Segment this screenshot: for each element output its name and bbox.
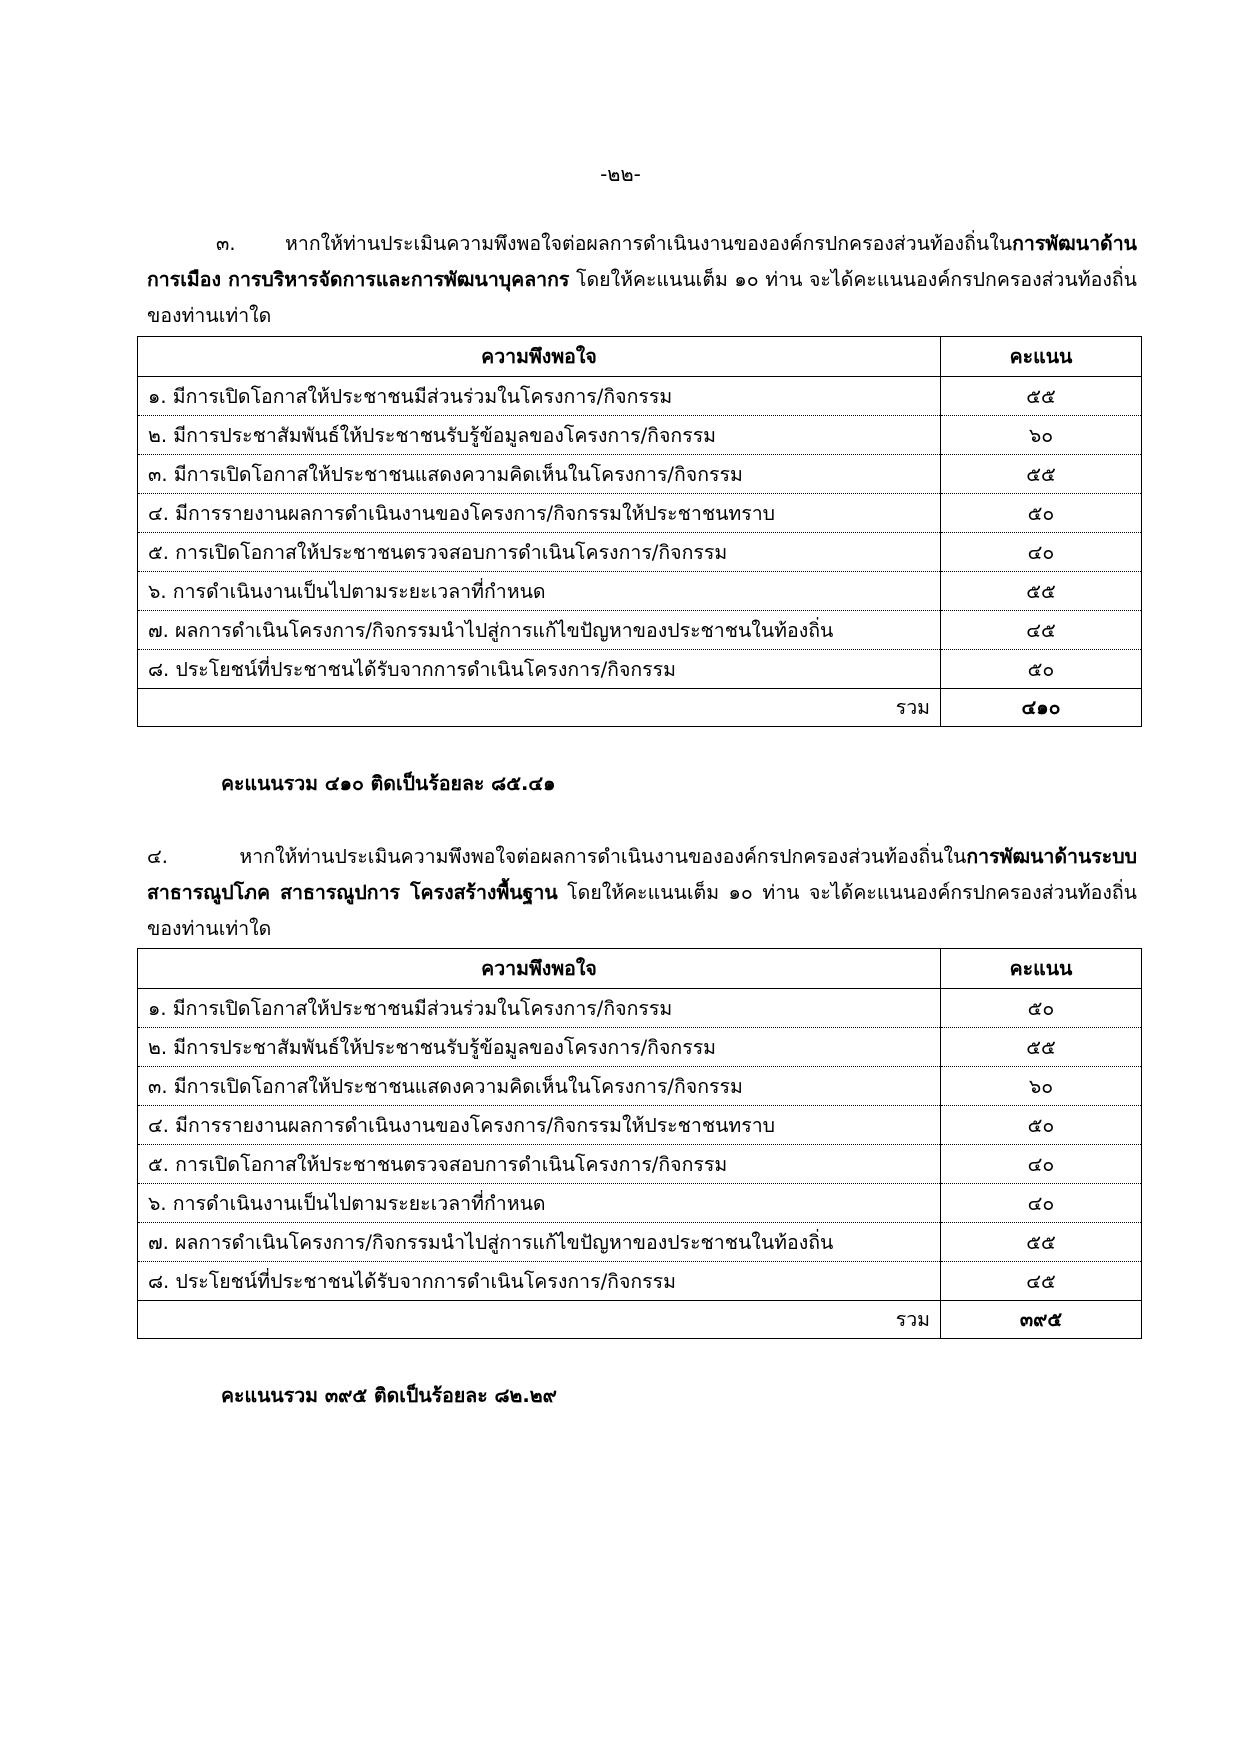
row-score: ๕๕: [941, 1028, 1142, 1067]
total-label: รวม: [138, 689, 941, 727]
row-item: ๑. มีการเปิดโอกาสให้ประชาชนมีส่วนร่วมในโครงการ/กิจกรรม: [138, 989, 941, 1028]
page-number: -๒๒-: [600, 162, 641, 186]
total-value: ๔๑๐: [941, 689, 1142, 727]
row-item: ๓. มีการเปิดโอกาสให้ประชาชนแสดงความคิดเห็นในโครงการ/กิจกรรม: [138, 1067, 941, 1106]
row-score: ๔๕: [941, 1262, 1142, 1301]
summary-4: คะแนนรวม ๓๙๕ ติดเป็นร้อยละ ๘๒.๒๙: [221, 1384, 557, 1407]
row-item: ๘. ประโยชน์ที่ประชาชนได้รับจากการดำเนินโครงการ/กิจกรรม: [138, 1262, 941, 1301]
row-item: ๒. มีการประชาสัมพันธ์ให้ประชาชนรับรู้ข้อมูลของโครงการ/กิจกรรม: [138, 416, 941, 455]
table-row: [138, 611, 1142, 650]
row-score: ๔๐: [941, 1145, 1142, 1184]
question-4-suffix: โดยให้คะแนนเต็ม ๑๐ ท่าน จะได้คะแนนองค์กรปกครองส่วนท้องถิ่นของท่านเท่าใด: [147, 881, 1137, 940]
row-score: ๕๐: [941, 650, 1142, 689]
header-satisfaction: ความพึงพอใจ: [138, 337, 941, 377]
question-4: [147, 839, 1137, 947]
row-item: ๗. ผลการดำเนินโครงการ/กิจกรรมนำไปสู่การแก้ไขปัญหาของประชาชนในท้องถิ่น: [138, 611, 941, 650]
row-score: ๕๐: [941, 494, 1142, 533]
question-3-prefix: ๓. หากให้ท่านประเมินความพึงพอใจต่อผลการดำเนินงานขององค์กรปกครองส่วนท้องถิ่นใน: [216, 232, 1013, 255]
row-item: ๗. ผลการดำเนินโครงการ/กิจกรรมนำไปสู่การแก้ไขปัญหาของประชาชนในท้องถิ่น: [138, 1223, 941, 1262]
satisfaction-table-4: [137, 948, 1142, 1339]
table-row: [138, 650, 1142, 689]
table-row: [138, 1223, 1142, 1262]
total-row: [138, 689, 1142, 727]
row-score: ๖๐: [941, 416, 1142, 455]
row-item: ๒. มีการประชาสัมพันธ์ให้ประชาชนรับรู้ข้อมูลของโครงการ/กิจกรรม: [138, 1028, 941, 1067]
question-4-emphasis: การพัฒนาด้านระบบสาธารณูปโภค สาธารณูปการ โครงสร้างพื้นฐาน: [147, 845, 1137, 904]
question-3-suffix: โดยให้คะแนนเต็ม ๑๐ ท่าน จะได้คะแนนองค์กรปกครองส่วนท้องถิ่นของท่านเท่าใด: [147, 268, 1137, 327]
row-score: ๕๕: [941, 572, 1142, 611]
table-row: [138, 1028, 1142, 1067]
header-score: คะแนน: [941, 337, 1142, 377]
row-item: ๑. มีการเปิดโอกาสให้ประชาชนมีส่วนร่วมในโครงการ/กิจกรรม: [138, 377, 941, 416]
total-value: ๓๙๕: [941, 1301, 1142, 1339]
table-header-row: [138, 337, 1142, 377]
table-row: [138, 1067, 1142, 1106]
row-score: ๕๕: [941, 1223, 1142, 1262]
table-row: [138, 1145, 1142, 1184]
row-item: ๖. การดำเนินงานเป็นไปตามระยะเวลาที่กำหนด: [138, 572, 941, 611]
table-row: [138, 455, 1142, 494]
table-row: [138, 1106, 1142, 1145]
table-row: [138, 572, 1142, 611]
row-score: ๔๐: [941, 533, 1142, 572]
row-score: ๖๐: [941, 1067, 1142, 1106]
table-header-row: [138, 949, 1142, 989]
row-item: ๖. การดำเนินงานเป็นไปตามระยะเวลาที่กำหนด: [138, 1184, 941, 1223]
question-4-prefix: ๔. หากให้ท่านประเมินความพึงพอใจต่อผลการดำเนินงานขององค์กรปกครองส่วนท้องถิ่นใน: [147, 845, 967, 868]
row-score: ๔๐: [941, 1184, 1142, 1223]
question-3: [147, 226, 1137, 334]
row-item: ๔. มีการรายงานผลการดำเนินงานของโครงการ/กิจกรรมให้ประชาชนทราบ: [138, 1106, 941, 1145]
summary-3: คะแนนรวม ๔๑๐ ติดเป็นร้อยละ ๘๕.๔๑: [221, 772, 556, 795]
total-label: รวม: [138, 1301, 941, 1339]
table-row: [138, 1184, 1142, 1223]
row-score: ๕๐: [941, 1106, 1142, 1145]
row-item: ๘. ประโยชน์ที่ประชาชนได้รับจากการดำเนินโครงการ/กิจกรรม: [138, 650, 941, 689]
table-row: [138, 533, 1142, 572]
row-item: ๕. การเปิดโอกาสให้ประชาชนตรวจสอบการดำเนินโครงการ/กิจกรรม: [138, 1145, 941, 1184]
total-row: [138, 1301, 1142, 1339]
satisfaction-table-3: [137, 336, 1142, 727]
table-row: [138, 989, 1142, 1028]
table-row: [138, 494, 1142, 533]
question-3-emphasis: การพัฒนาด้านการเมือง การบริหารจัดการและการพัฒนาบุคลากร: [147, 232, 1137, 291]
row-item: ๔. มีการรายงานผลการดำเนินงานของโครงการ/กิจกรรมให้ประชาชนทราบ: [138, 494, 941, 533]
header-score: คะแนน: [941, 949, 1142, 989]
row-item: ๓. มีการเปิดโอกาสให้ประชาชนแสดงความคิดเห็นในโครงการ/กิจกรรม: [138, 455, 941, 494]
row-score: ๕๐: [941, 989, 1142, 1028]
table-row: [138, 416, 1142, 455]
table-row: [138, 1262, 1142, 1301]
header-satisfaction: ความพึงพอใจ: [138, 949, 941, 989]
table-row: [138, 377, 1142, 416]
row-score: ๕๕: [941, 455, 1142, 494]
row-score: ๔๕: [941, 611, 1142, 650]
row-score: ๕๕: [941, 377, 1142, 416]
row-item: ๕. การเปิดโอกาสให้ประชาชนตรวจสอบการดำเนินโครงการ/กิจกรรม: [138, 533, 941, 572]
